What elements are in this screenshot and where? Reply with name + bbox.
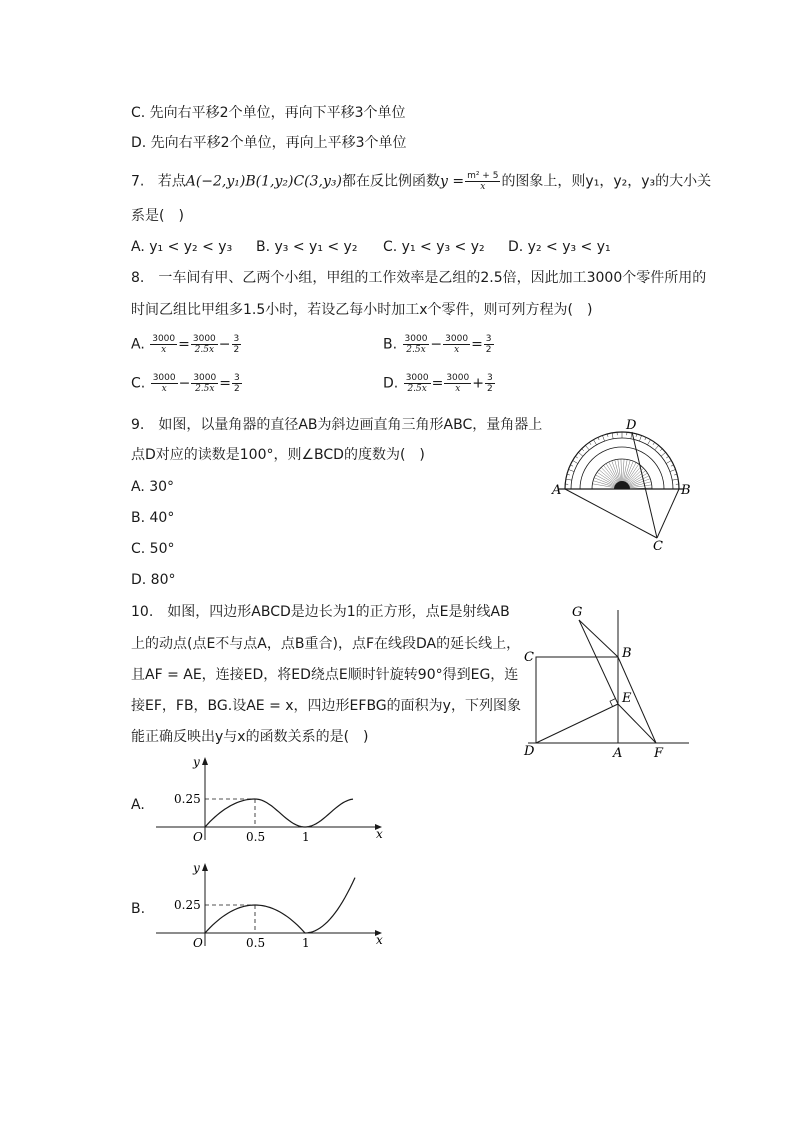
q8-c-n3: 3 [233,373,240,383]
protractor-tick [585,445,589,450]
q8-c-d1: x [161,384,167,394]
q7-points: A(−2,y₁)B(1,y₂)C(3,y₃) [185,173,342,190]
q8-a-op: = [178,336,190,353]
q8-d-n3: 3 [486,373,493,383]
q8-d-d1: 2.5x [407,384,427,394]
protractor-tick [648,440,651,445]
q10-label-b: B [622,646,632,661]
q10-label-e: E [622,691,632,706]
q9-line-1: 9. 如图，以量角器的直径AB为斜边画直角三角形ABC，量角器上 [131,417,543,433]
q8-c-op2: = [219,375,231,392]
q8-a-d2: 2.5x [194,345,215,355]
q9-protractor-figure [545,410,705,555]
b-tick-1: 1 [302,936,310,950]
a-tick-025: 0.25 [174,792,201,806]
q9-line-2: 点D对应的读数是100°，则∠BCD的度数为( ) [131,447,425,463]
protractor [559,432,683,489]
q10-square-figure [520,600,695,762]
q6-option-c: C. 先向右平移2个单位，再向下平移3个单位 [131,105,406,121]
segment-dc [632,432,657,538]
q9-label-c: C [653,539,663,554]
q10-option-b-graph [150,855,390,955]
protractor-tick [661,452,666,456]
q9-option-c: C. 50° [131,541,175,557]
segment-bg [579,620,618,657]
a-tick-1: 1 [302,830,310,844]
b-x-label: x [376,933,383,947]
q8-b-n1: 3000 [404,334,428,344]
q10-option-a-graph [150,750,390,850]
q10-line-4: 接EF，FB，BG.设AE = x，四边形EFBG的面积为y，下列图象 [131,698,521,714]
q8-option-d [383,373,496,394]
q8-a-n1: 3000 [152,334,176,344]
a-x-label: x [376,827,383,841]
q7-option-a: A. y₁ < y₂ < y₃ [131,239,233,255]
q8-c-op: − [178,375,191,392]
q8-d-n1: 3000 [405,373,429,383]
q8-d-d3: 2 [486,384,493,394]
protractor-tick [612,433,613,439]
protractor-tick [653,442,655,444]
q9-label-b: B [681,483,691,498]
protractor-tick [570,465,573,466]
q8-a-n2: 3000 [192,334,216,344]
protractor-tick [660,449,662,451]
q9-label-d: D [626,418,637,433]
q8-c-d3: 2 [233,384,240,394]
protractor-tick [666,461,671,464]
a-y-label: y [193,755,200,769]
q7-stem-a: 若点 [157,173,186,190]
q8-b-d2: x [454,345,460,355]
q8-option-a [131,334,242,355]
q8-option-d-label: D. [383,375,399,392]
q6-option-d: D. 先向右平移2个单位，再向上平移3个单位 [131,135,407,151]
q7-stem-c: 的图象上，则y₁，y₂，y₃的大小关 [501,173,712,190]
q7-option-b: B. y₃ < y₁ < y₂ [256,239,358,255]
q10-label-g: G [572,605,583,620]
q10-label-c: C [524,650,534,665]
q8-option-b [383,334,495,355]
q8-c-d2: 2.5x [195,384,215,394]
protractor-tick [674,474,677,475]
q7-option-d: D. y₂ < y₃ < y₁ [508,239,611,255]
protractor-tick [672,479,678,480]
q7-func-denominator: x [480,182,486,192]
q10-option-a-label: A. [131,797,145,813]
q9-label-a: A [552,483,562,498]
q8-a-d1: x [161,345,167,355]
q8-option-a-label: A. [131,336,145,353]
a-curve [205,799,353,827]
q7-func-numerator: m² + 5 [467,171,499,181]
b-tick-05: 0.5 [246,936,266,950]
q7-stem-d: 系是( ) [131,208,184,224]
q10-line-5: 能正确反映出y与x的函数关系的是( ) [131,729,369,745]
q9-option-a: A. 30° [131,479,175,495]
protractor-tick [636,434,637,437]
protractor-tick [582,449,584,451]
protractor-tick [645,437,646,440]
a-y-arrow [202,757,208,765]
segment-eg [579,620,618,704]
q8-b-d1: 2.5x [406,345,426,355]
q8-c-n2: 3000 [193,373,217,383]
q8-a-d3: 2 [233,345,240,355]
q8-d-op: = [431,375,444,392]
protractor-tick [594,440,597,445]
protractor-tick [666,456,668,458]
protractor-tick [603,435,605,441]
segment-ed [536,704,618,743]
protractor-tick [573,461,578,464]
q10-line-1: 10. 如图，四边形ABCD是边长为1的正方形，点E是射线AB [131,604,510,620]
protractor-tick [607,434,608,437]
q8-c-n1: 3000 [152,373,176,383]
q10-label-d: D [524,744,535,759]
q10-line-2: 上的动点(点E不与点A，点B重合)，点F在线段DA的延长线上， [131,636,521,652]
protractor-tick [589,442,591,444]
q8-d-d2: x [455,384,461,394]
q8-b-op2: = [471,336,483,353]
a-origin-label: O [193,830,203,844]
protractor-tick [578,452,583,456]
q7-func-fraction [465,171,500,192]
q8-d-op2: + [472,375,484,392]
q8-b-op: − [430,336,443,353]
segment-ac [565,489,657,538]
protractor-tick [568,470,574,472]
q10-label-a: A [613,746,623,761]
b-tick-025: 0.25 [174,898,201,912]
q8-b-n2: 3000 [445,334,469,344]
q10-label-f: F [654,746,664,761]
segment-ef [618,704,656,743]
q8-option-c [131,373,243,394]
b-y-arrow [202,863,208,871]
q8-line-1: 8. 一车间有甲、乙两个小组，甲组的工作效率是乙组的2.5倍，因此加工3000个零件所用的 [131,270,707,286]
square-abcd [536,657,618,743]
q8-d-n2: 3000 [446,373,470,383]
q7-number: 7. [131,173,145,190]
q7-option-c: C. y₁ < y₃ < y₂ [383,239,485,255]
protractor-tick [670,470,676,472]
protractor-tick [631,433,632,439]
q7-stem-b: 都在反比例函数 [341,173,440,190]
a-tick-05: 0.5 [246,830,266,844]
segment-bc [657,489,679,538]
b-origin-label: O [193,936,203,950]
protractor-tick [671,465,674,466]
q8-b-d3: 2 [485,345,492,355]
protractor-tick [655,445,659,450]
protractor-tick [598,437,599,440]
protractor-tick [575,456,577,458]
protractor-tick [566,479,572,480]
protractor-tick [567,474,570,475]
q8-line-2: 时间乙组比甲组多1.5小时，若设乙每小时加工x个零件，则可列方程为( ) [131,302,593,318]
q7-stem [131,171,711,192]
q10-line-3: 且AF = AE，连接ED，将ED绕点E顺时针旋转90°得到EG，连 [131,667,519,683]
q7-func-lhs: y = [439,173,465,190]
q8-b-n3: 3 [485,334,492,344]
q8-option-c-label: C. [131,375,146,392]
protractor-tick [639,435,641,441]
b-y-label: y [193,861,200,875]
q9-option-b: B. 40° [131,510,175,526]
q10-option-b-label: B. [131,901,146,917]
q8-a-op2: − [218,336,231,353]
q8-a-n3: 3 [233,334,240,344]
q9-option-d: D. 80° [131,572,176,588]
q8-option-b-label: B. [383,336,398,353]
